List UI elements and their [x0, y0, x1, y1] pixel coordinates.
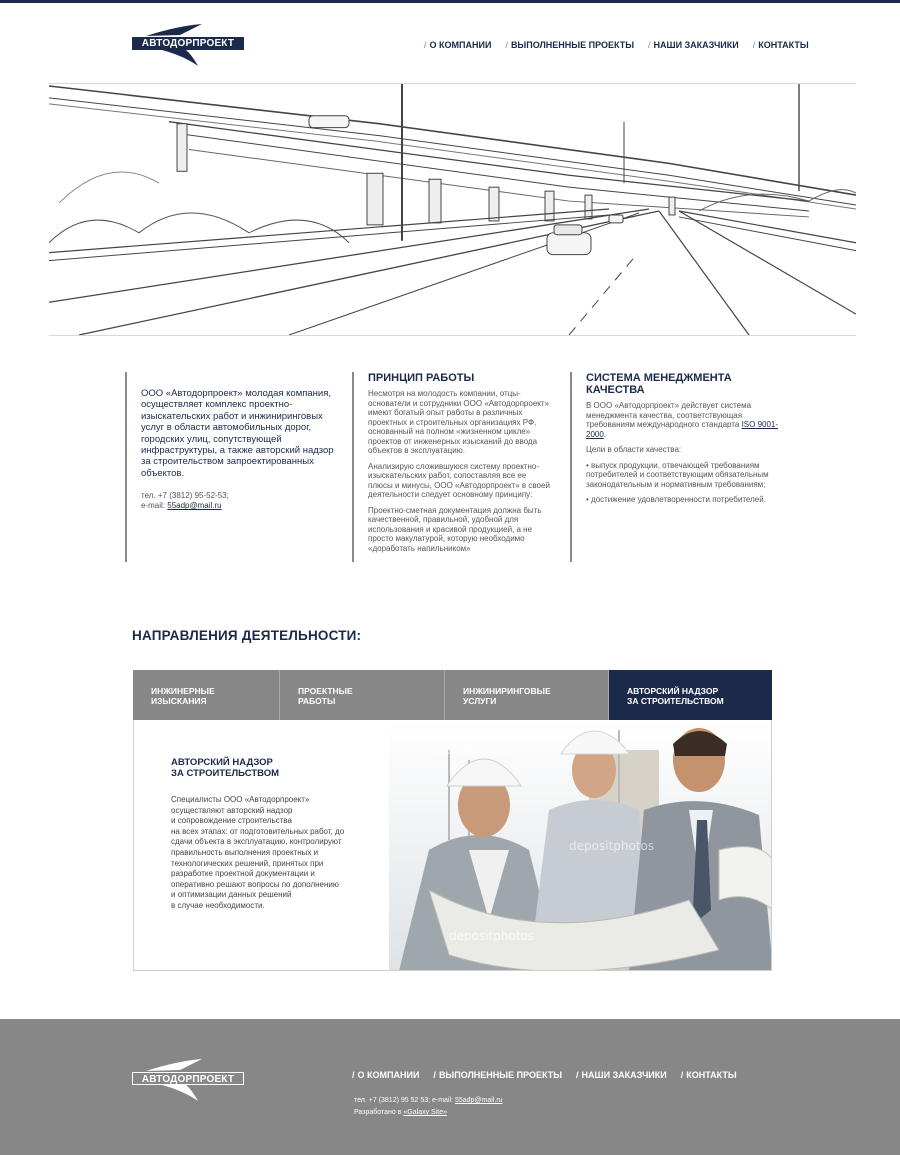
about-column — [125, 372, 335, 562]
nav-separator: / — [424, 40, 427, 50]
tab-engineering-services[interactable]: ИНЖИНИРИНГОВЫЕ УСЛУГИ — [445, 670, 609, 720]
directions-title: НАПРАВЛЕНИЯ ДЕЯТЕЛЬНОСТИ: — [132, 628, 362, 643]
principle-p2: Анализирую сложившуюся систему проектно-изыскательских работ, сопоставляя все ее плюсы и минусы, ООО «Автодорпроект» в своей деятельности следует основному принципу: — [368, 461, 550, 499]
principle-p1: Несмотря на молодость компании, отцы-основатели и сотрудники ООО «Автодорпроект» имеют богатый опыт работы в различных проектных и строительных организациях РФ, основанный на полном «жизненном цикле» проектов от инженерных изысканий до ввода объектов в эксплуатацию. — [368, 389, 549, 455]
nav-separator: / — [433, 1070, 436, 1080]
footer-dev-line — [354, 1107, 503, 1119]
quality-p3: • выпуск продукции, отвечающей требованиям потребителей и соответствующим обязательным законодательным и нормативным требованиям; — [586, 460, 769, 489]
nav-separator: / — [505, 40, 508, 50]
about-email-line — [141, 501, 335, 511]
directions-tabs — [133, 670, 772, 720]
watermark-text: depositphotos — [449, 929, 535, 943]
nav-about[interactable] — [424, 40, 491, 50]
nav-label: КОНТАКТЫ — [686, 1070, 737, 1080]
footer-dev-link[interactable]: «Galaxy Site» — [403, 1109, 447, 1116]
panel-title: АВТОРСКИЙ НАДЗОР ЗА СТРОИТЕЛЬСТВОМ — [171, 757, 280, 779]
tab-design-works[interactable]: ПРОЕКТНЫЕ РАБОТЫ — [280, 670, 445, 720]
nav-separator: / — [752, 40, 756, 50]
site-logo[interactable] — [132, 22, 244, 66]
panel-body: Специалисты ООО «Автодорпроект» осуществляют авторский надзор и сопровождение строительства на всех этапах: от подготовительных работ, до сдачи объекта в эксплуатацию, контролируют правильность выполнения проектных и технологических решений, принятых при разработке проектной документации и оперативно решают вопросы по дополнению и оптимизации данных решений в случае необходимости. — [171, 795, 345, 910]
nav-clients[interactable] — [648, 40, 739, 50]
principle-column — [352, 372, 552, 562]
tab-author-supervision[interactable]: АВТОРСКИЙ НАДЗОР ЗА СТРОИТЕЛЬСТВОМ — [609, 670, 772, 720]
footer-contact — [354, 1095, 503, 1119]
nav-separator: / — [648, 40, 651, 50]
watermark-text: depositphotos — [569, 839, 655, 853]
about-phone: тел. +7 (3812) 95-52-53; — [141, 491, 229, 501]
footer-logo[interactable] — [132, 1057, 244, 1101]
quality-p1-text: В ООО «Автодорпроект» действует система менеджмента качества, соответствующая требованиям международного стандарта — [586, 401, 752, 429]
quality-column — [570, 372, 780, 562]
quality-p1: В ООО «Автодорпроект» действует система менеджмента качества, соответствующая требованиям международного стандарта ISO 9001-2000. — [586, 401, 779, 439]
nav-separator: / — [576, 1070, 579, 1080]
nav-separator: / — [680, 1070, 684, 1080]
footer-logo-text: АВТОДОРПРОЕКТ — [132, 1072, 244, 1085]
footer-nav-clients[interactable] — [576, 1070, 667, 1080]
engineers-photo — [389, 720, 772, 971]
tab-engineering-surveys[interactable]: ИНЖИНЕРНЫЕ ИЗЫСКАНИЯ — [133, 670, 280, 720]
panel-text — [171, 757, 371, 912]
top-accent-line — [0, 0, 900, 3]
hero-highway-sketch — [49, 83, 856, 336]
footer-contact-line — [354, 1095, 503, 1107]
tab-panel — [133, 720, 772, 971]
nav-separator: / — [352, 1070, 355, 1080]
email-label: e-mail: — [141, 501, 166, 511]
about-text: ООО «Автодорпроект» молодая компания, осуществляет комплекс проектно-изыскательских работ и инжиниринговых услуг в области автомобильных дорог, городских улиц, сопутствующей инфраструктуры, а также авторский надзор за строительством запроектированных объектов. — [141, 388, 334, 479]
about-email-link[interactable]: 55adp@mail.ru — [167, 501, 222, 511]
quality-title: СИСТЕМА МЕНЕДЖМЕНТА КАЧЕСТВА — [586, 372, 732, 396]
footer-nav — [352, 1070, 737, 1080]
principle-p3: Проектно-сметная документация должна быть качественной, правильной, удобной для использования и красивой продукцией, а не просто макулатурой, которую необходимо «доработать напильником» — [368, 505, 542, 553]
nav-label: НАШИ ЗАКАЗЧИКИ — [653, 40, 739, 50]
nav-label: ВЫПОЛНЕННЫЕ ПРОЕКТЫ — [510, 40, 635, 50]
nav-label: КОНТАКТЫ — [758, 40, 809, 50]
principle-title: ПРИНЦИП РАБОТЫ — [368, 372, 475, 384]
footer-phone: тел. +7 (3812) 95 52 53; e-mail: — [354, 1097, 454, 1104]
nav-label: НАШИ ЗАКАЗЧИКИ — [581, 1070, 667, 1080]
nav-contacts[interactable] — [753, 40, 809, 50]
about-contact — [141, 491, 335, 511]
footer-dev-label: Разработано в — [354, 1109, 402, 1116]
footer-nav-projects[interactable] — [433, 1070, 562, 1080]
iso-link[interactable]: ISO 9001-2000 — [586, 420, 779, 439]
main-nav — [424, 40, 809, 50]
footer-nav-contacts[interactable] — [681, 1070, 737, 1080]
nav-label: О КОМПАНИИ — [357, 1070, 420, 1080]
footer-nav-about[interactable] — [352, 1070, 419, 1080]
footer-email-link[interactable]: 55adp@mail.ru — [454, 1097, 503, 1104]
nav-label: ВЫПОЛНЕННЫЕ ПРОЕКТЫ — [438, 1070, 563, 1080]
nav-label: О КОМПАНИИ — [429, 40, 492, 50]
logo-text: АВТОДОРПРОЕКТ — [132, 37, 244, 50]
nav-projects[interactable] — [505, 40, 634, 50]
quality-p2: Цели в области качества: — [586, 445, 682, 454]
quality-p4: • достижение удовлетворенности потребителей. — [586, 495, 766, 504]
watermark-text: depositphotos — [429, 743, 515, 757]
site-footer — [0, 1019, 900, 1155]
